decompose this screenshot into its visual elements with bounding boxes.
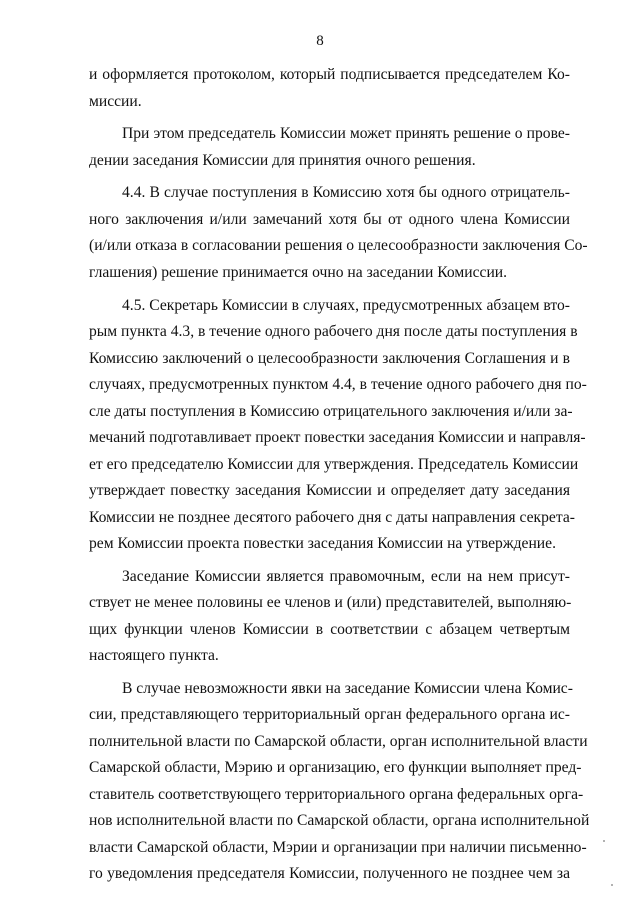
scan-speck (611, 884, 613, 886)
text-line: сии, представляющего территориальный орган федерального органа ис- (89, 706, 570, 724)
text-line: и оформляется протоколом, который подписывается председателем Ко- (89, 66, 570, 83)
text-line: ного заключения и/или замечаний хотя бы от одного члена Комиссии (89, 210, 570, 228)
text-line: Самарской области, Мэрию и организацию, его функции выполняет пред- (89, 759, 582, 777)
paragraph-first-line: Заседание Комиссии является правомочным, если на нем присут- (122, 567, 570, 585)
paragraph-first-line: 4.5. Секретарь Комиссии в случаях, предусмотренных абзацем вто- (122, 296, 570, 314)
paragraph-first-line: В случае невозможности явки на заседание Комиссии члена Комис- (122, 679, 573, 697)
paragraph-first-line: При этом председатель Комиссии может принять решение о прове- (122, 125, 570, 143)
paragraph-first-line: 4.4. В случае поступления в Комиссию хотя бы одного отрицатель- (122, 184, 570, 202)
text-line: Комиссии не позднее десятого рабочего дня с даты направления секрета- (89, 508, 575, 526)
text-line: полнительной власти по Самарской области, орган исполнительной власти (89, 732, 588, 750)
text-line: дении заседания Комиссии для принятия очного решения. (89, 151, 476, 169)
text-line: власти Самарской области, Мэрии и организации при наличии письменно- (89, 838, 587, 856)
text-line: случаях, предусмотренных пунктом 4.4, в течение одного рабочего дня по- (89, 376, 587, 394)
text-line: настоящего пункта. (89, 647, 219, 665)
text-line: нов исполнительной власти по Самарской области, органа исполнительной (89, 812, 590, 830)
text-line: щих функции членов Комиссии в соответствии с абзацем четвертым (89, 620, 570, 638)
text-line: утверждает повестку заседания Комиссии и определяет дату заседания (89, 482, 570, 500)
text-line: мечаний подготавливает проект повестки заседания Комиссии и направля- (89, 429, 586, 447)
text-line: сле даты поступления в Комиссию отрицательного заключения и/или за- (89, 402, 573, 420)
text-line: рем Комиссии проекта повестки заседания Комиссии на утверждение. (89, 535, 556, 553)
document-body (89, 62, 590, 888)
text-line: ставитель соответствующего территориального органа федеральных орга- (89, 785, 584, 803)
scan-speck (603, 840, 605, 842)
text-line: ствует не менее половины ее членов и (или) представителей, выполняю- (89, 594, 572, 612)
text-line: миссии. (89, 92, 142, 110)
text-line: рым пункта 4.3, в течение одного рабочего дня после даты поступления в (89, 323, 578, 341)
text-line: ет его председателю Комиссии для утверждения. Председатель Комиссии (89, 455, 579, 473)
text-line: глашения) решение принимается очно на заседании Комиссии. (89, 263, 508, 281)
page-number: 8 (316, 33, 324, 49)
text-line: (и/или отказа в согласовании решения о целесообразности заключения Со- (89, 237, 588, 255)
text-line: Комиссию заключений о целесообразности заключения Соглашения и в (89, 349, 570, 367)
text-line: го уведомления председателя Комиссии, полученного не позднее чем за (89, 865, 570, 883)
